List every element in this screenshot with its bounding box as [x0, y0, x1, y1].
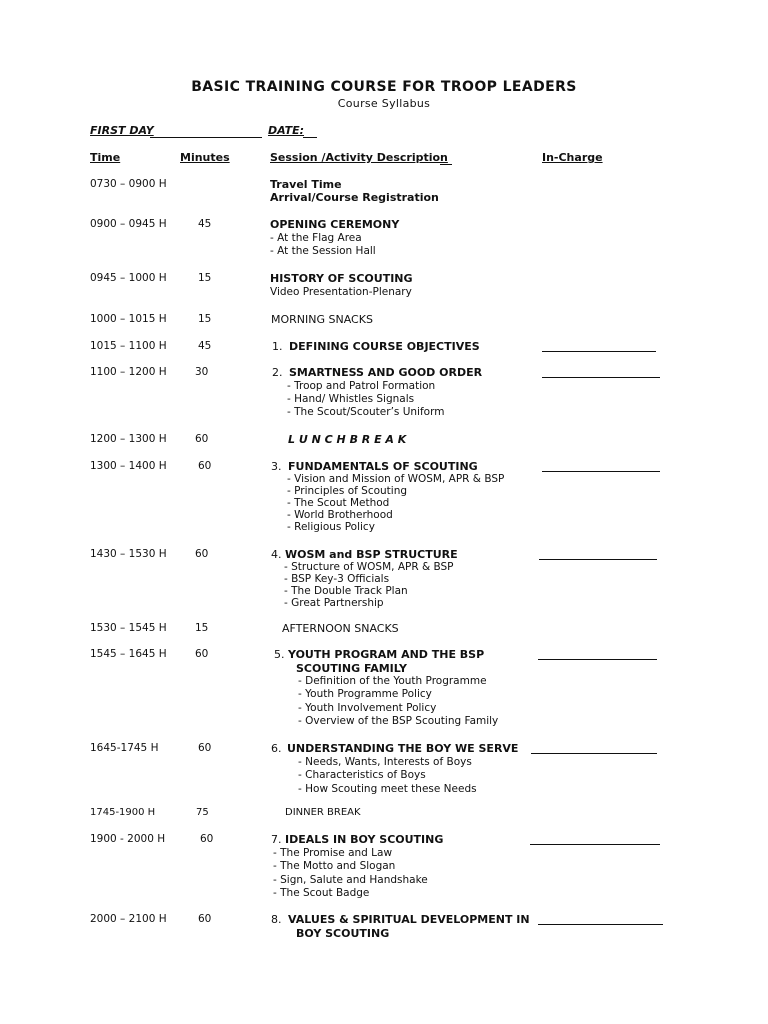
time-cell: 1545 – 1645 H: [90, 648, 167, 660]
session-title-line2: Arrival/Course Registration: [270, 191, 439, 204]
session-subitem: - The Scout Badge: [273, 887, 370, 899]
session-subitem: - Overview of the BSP Scouting Family: [298, 715, 499, 727]
in-charge-line: [538, 659, 657, 660]
session-title-line2: SCOUTING FAMILY: [296, 662, 408, 675]
time-cell: 1645-1745 H: [90, 742, 159, 754]
session-subitem: - Structure of WOSM, APR & BSP: [284, 561, 454, 573]
minutes-cell: 15: [198, 313, 212, 325]
session-title: WOSM and BSP STRUCTURE: [285, 548, 458, 561]
time-cell: 2000 – 2100 H: [90, 913, 167, 925]
session-subitem: Video Presentation-Plenary: [270, 286, 412, 298]
time-cell: 1300 – 1400 H: [90, 460, 167, 472]
session-title: YOUTH PROGRAM AND THE BSP: [288, 648, 485, 661]
session-header-underline: [440, 164, 452, 165]
session-subitem: - Needs, Wants, Interests of Boys: [298, 756, 472, 768]
time-cell: 1745-1900 H: [90, 807, 156, 818]
time-cell: 1530 – 1545 H: [90, 622, 167, 634]
session-title: UNDERSTANDING THE BOY WE SERVE: [287, 742, 519, 755]
day-label: FIRST DAY: [90, 124, 154, 137]
minutes-cell: 60: [200, 833, 214, 845]
session-subitem: - Youth Programme Policy: [298, 688, 432, 700]
session-title: L U N C H B R E A K: [288, 433, 407, 446]
time-cell: 1900 - 2000 H: [90, 833, 166, 845]
session-title: IDEALS IN BOY SCOUTING: [285, 833, 444, 846]
time-cell: 1100 – 1200 H: [90, 366, 167, 378]
session-subitem: - Troop and Patrol Formation: [287, 380, 436, 392]
session-subitem: - Religious Policy: [287, 521, 375, 533]
date-underline: [303, 137, 317, 138]
in-charge-line: [531, 753, 657, 754]
in-charge-line: [542, 377, 660, 378]
session-title: AFTERNOON SNACKS: [282, 622, 399, 635]
column-header-in-charge: In-Charge: [542, 151, 603, 164]
column-header-session: Session /Activity Description: [270, 151, 448, 164]
minutes-cell: 60: [198, 460, 212, 472]
column-header-time: Time: [90, 151, 121, 164]
day-underline: [150, 137, 262, 138]
in-charge-line: [530, 844, 660, 845]
minutes-cell: 60: [198, 913, 212, 925]
session-subitem: - Vision and Mission of WOSM, APR & BSP: [287, 473, 505, 485]
minutes-cell: 60: [195, 548, 209, 560]
session-number: 2.: [272, 366, 283, 379]
minutes-cell: 15: [195, 622, 209, 634]
session-title: DEFINING COURSE OBJECTIVES: [289, 340, 480, 353]
minutes-cell: 60: [198, 742, 212, 754]
session-title: DINNER BREAK: [285, 807, 361, 818]
in-charge-line: [542, 351, 656, 352]
page-title: BASIC TRAINING COURSE FOR TROOP LEADERS: [191, 79, 577, 95]
session-title: HISTORY OF SCOUTING: [270, 272, 413, 285]
session-subitem: - BSP Key-3 Officials: [284, 573, 390, 585]
time-cell: 1015 – 1100 H: [90, 340, 167, 352]
session-subitem: - Sign, Salute and Handshake: [273, 874, 428, 886]
minutes-cell: 60: [195, 433, 209, 445]
session-subitem: - How Scouting meet these Needs: [298, 783, 477, 795]
session-title: VALUES & SPIRITUAL DEVELOPMENT IN: [288, 913, 530, 926]
session-title: SMARTNESS AND GOOD ORDER: [289, 366, 483, 379]
session-subitem: - The Double Track Plan: [284, 585, 408, 597]
session-subitem: - The Motto and Slogan: [273, 860, 396, 872]
minutes-cell: 60: [195, 648, 209, 660]
session-number: 3.: [271, 460, 282, 473]
time-cell: 1000 – 1015 H: [90, 313, 167, 325]
time-cell: 0730 – 0900 H: [90, 178, 167, 190]
session-subitem: - Youth Involvement Policy: [298, 702, 437, 714]
session-subitem: - Characteristics of Boys: [298, 769, 426, 781]
minutes-cell: 75: [196, 807, 209, 818]
session-subitem: - The Promise and Law: [273, 847, 393, 859]
minutes-cell: 15: [198, 272, 212, 284]
session-subitem: - World Brotherhood: [287, 509, 393, 521]
session-number: 8.: [271, 913, 282, 926]
minutes-cell: 45: [198, 218, 212, 230]
session-title: OPENING CEREMONY: [270, 218, 400, 231]
session-title: FUNDAMENTALS OF SCOUTING: [288, 460, 478, 473]
date-label: DATE:: [268, 124, 305, 137]
session-subitem: - The Scout Method: [287, 497, 390, 509]
session-subitem: - At the Session Hall: [270, 245, 376, 257]
column-header-minutes: Minutes: [180, 151, 230, 164]
session-number: 5.: [274, 648, 285, 661]
session-subitem: - Principles of Scouting: [287, 485, 408, 497]
session-number: 7.: [271, 833, 282, 846]
in-charge-line: [542, 471, 660, 472]
session-number: 6.: [271, 742, 282, 755]
session-number: 4.: [271, 548, 282, 561]
minutes-cell: 45: [198, 340, 212, 352]
time-cell: 1200 – 1300 H: [90, 433, 167, 445]
session-title-line2: BOY SCOUTING: [296, 927, 390, 940]
session-subitem: - The Scout/Scouter’s Uniform: [287, 406, 445, 418]
session-title: MORNING SNACKS: [271, 313, 373, 326]
session-number: 1.: [272, 340, 283, 353]
session-subitem: - Definition of the Youth Programme: [298, 675, 487, 687]
in-charge-line: [538, 924, 663, 925]
time-cell: 0945 – 1000 H: [90, 272, 167, 284]
minutes-cell: 30: [195, 366, 209, 378]
time-cell: 1430 – 1530 H: [90, 548, 167, 560]
time-cell: 0900 – 0945 H: [90, 218, 167, 230]
in-charge-line: [539, 559, 657, 560]
page-subtitle: Course Syllabus: [337, 97, 431, 110]
session-subitem: - At the Flag Area: [270, 232, 362, 244]
session-title: Travel Time: [270, 178, 342, 191]
session-subitem: - Hand/ Whistles Signals: [287, 393, 415, 405]
session-subitem: - Great Partnership: [284, 597, 384, 609]
